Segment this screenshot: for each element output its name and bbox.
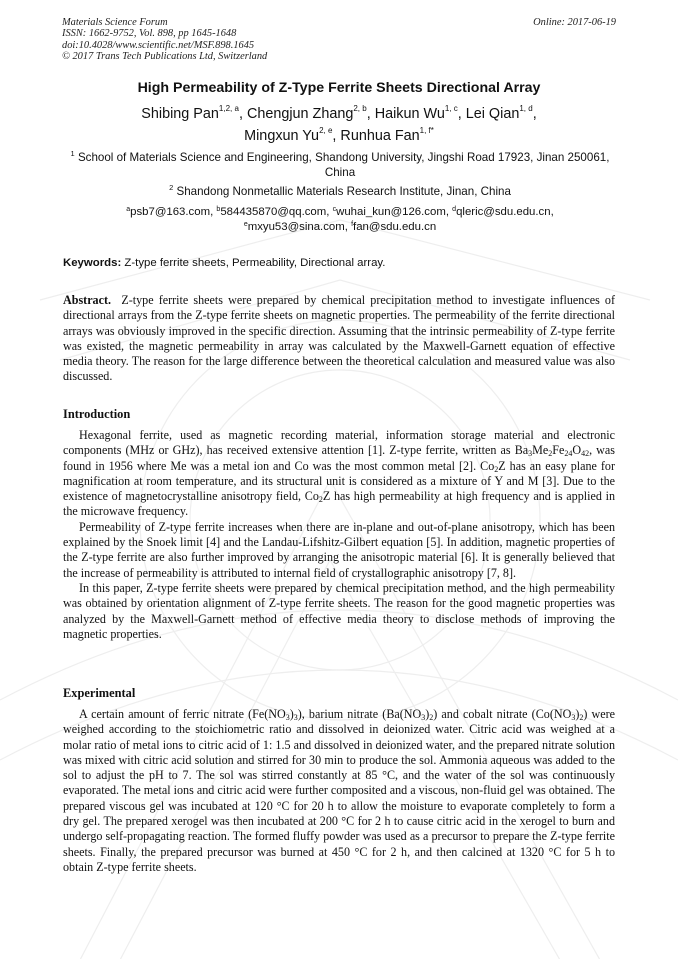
formula-part: Co(NO [535, 707, 572, 721]
author-name: Mingxun Yu [244, 128, 320, 144]
email-link[interactable]: fan@sdu.edu.cn [353, 221, 437, 234]
online-date: Online: 2017-06-19 [533, 17, 616, 28]
author-name: Lei Qian [465, 106, 520, 122]
introduction-body [63, 428, 615, 642]
formula-part: ) [289, 707, 294, 721]
copyright-line: © 2017 Trans Tech Publications Ltd, Switzerland [62, 51, 268, 63]
author-sup: 1, f* [419, 126, 434, 135]
author-name: Shibing Pan [141, 106, 219, 122]
formula-sub: 3 [571, 713, 576, 722]
email-link[interactable]: 584435870@qq.com [220, 206, 327, 218]
intro-paragraph-3: In this paper, Z-type ferrite sheets were prepared by chemical precipitation method, and the high permeability was obtained by orientation alignment of Z-type ferrite sheets. The reason for the good magnetic properties was analyzed by the Maxwell-Garnett method of effective media theory to disclose methods of improving the magnetic properties. [63, 580, 615, 641]
email-line-2: $^e$mxyu53@sina.com, $^f$fan@sdu.edu.cn [243, 221, 437, 234]
intro-paragraph-2: Permeability of Z-type ferrite increases when there are in-plane and out-of-plane anisotropy, which has been explained by the Snoek limit [4] and the Landau-Lifshitz-Gilbert equation [5]. In addition, magnetic properties of the Z-type ferrite are also further improved by arranging the anisotropic material [6]. It is generally believed that the increase of permeability is attributed to internal field of crystallographic anisotropy [7, 8]. [63, 519, 615, 580]
formula-ba-nitrate [386, 707, 433, 721]
journal-header [62, 17, 616, 63]
formula-part: Me [532, 443, 549, 458]
email-link[interactable]: mxyu53@sina.com [247, 221, 345, 234]
email-line-1: $^a$psb7@163.com, $^b$584435870@qq.com, $^c$wuhai_kun@126.com, $^d$qleric@sdu.edu.cn, [126, 206, 554, 218]
paper-title: High Permeability of Z-Type Ferrite Sheets Directional Array [137, 80, 541, 96]
author-line-2: Mingxun Yu$^{2, e}$, Runhua Fan$^{1, f*}$ [244, 126, 434, 144]
intro-text: has an easy plane for magnification at room temperature, and its structural unit is considered as a mixture of Y and M [3]. Due to the existence of magnetocrystalline anisotropy field, [63, 458, 616, 504]
affiliation-sup: 1 [70, 149, 75, 158]
email-sup: f [351, 221, 354, 229]
doi-line: doi:10.4028/www.scientific.net/MSF.898.1645 [62, 39, 255, 51]
author-list [0, 103, 678, 147]
formula-part: Co [304, 489, 319, 504]
intro-paragraph-1 [63, 428, 615, 520]
formula-sub: 2 [494, 464, 499, 474]
email-link[interactable]: wuhai_kun@126.com [336, 206, 446, 218]
author-name: Chengjun Zhang [246, 106, 354, 122]
author-sup: 1, c [444, 104, 458, 113]
formula-part: Ba(NO [386, 707, 422, 721]
formula-ba3me2fe24o42 [515, 443, 589, 457]
formula-sub: 2 [579, 713, 584, 722]
formula-co2z [305, 489, 331, 503]
email-sup: b [216, 206, 221, 213]
abstract-block [63, 293, 615, 385]
formula-sub: 3 [293, 713, 298, 722]
email-list [66, 205, 614, 236]
intro-text: , was found in 1956 where Me was a metal ion and Co was the most common metal [2]. [63, 443, 615, 473]
formula-part: Fe(NO [252, 707, 286, 721]
email-link[interactable]: qleric@sdu.edu.cn [456, 206, 551, 218]
formula-part: Z [322, 489, 331, 504]
author-sup: 1, d [519, 104, 533, 113]
experimental-body [63, 707, 615, 875]
formula-sub: 42 [581, 449, 590, 459]
formula-sub: 2 [318, 495, 323, 505]
formula-sub: 3 [528, 449, 533, 459]
issn-line: ISSN: 1662-9752, Vol. 898, pp 1645-1648 [62, 28, 237, 40]
intro-text: has high permeability at high frequency and is applied in the microwave frequency. [63, 489, 615, 519]
exp-text: ), barium nitrate ( [297, 707, 387, 721]
author-name: Runhua Fan [340, 128, 420, 144]
formula-part: ) [425, 707, 430, 721]
abstract-text: Z-type ferrite sheets were prepared by chemical precipitation method to investigate influences of directional arrays from the Z-type ferrite sheets on magnetic properties. The permeability of the ferrite directional arrays was obviously improved in the specific direction. Assuming that the intrinsic permeability of Z-type ferrite was existed, the magnetic permeability in array was calculated by the Maxwell-Garnett equation of effective media theory. The reason for the large difference between the theoretical calculation and measured value was also discussed. [63, 293, 616, 384]
affiliation-text: Shandong Nonmetallic Materials Research Institute, Jinan, China [176, 185, 511, 198]
exp-text: ) and cobalt nitrate ( [433, 707, 536, 721]
formula-sub: 24 [564, 449, 573, 459]
formula-part: Ba [514, 443, 529, 458]
keywords-label: Keywords: [63, 257, 122, 269]
affiliation-text: School of Materials Science and Engineering, Shandong University, Jingshi Road 17923, Jinan 250061, China [77, 151, 610, 180]
formula-fe-nitrate [252, 707, 298, 721]
formula-sub: 2 [548, 449, 553, 459]
affiliation-1 [66, 150, 614, 181]
formula-sub: 2 [429, 713, 434, 722]
author-line-1: Shibing Pan$^{1,2, a}$, Chengjun Zhang$^{2, b}$, Haikun Wu$^{1, c}$, Lei Qian$^{1, d}$, [141, 104, 537, 122]
formula-part: O [572, 443, 582, 458]
formula-part: Fe [552, 443, 565, 458]
formula-sub: 3 [285, 713, 290, 722]
keywords-line [63, 257, 615, 269]
formula-co2z [480, 459, 506, 473]
introduction-heading: Introduction [63, 407, 131, 421]
email-sup: d [452, 206, 457, 213]
author-sup: 2, b [353, 104, 367, 113]
email-sup: a [126, 206, 131, 213]
exp-text: ) were weighed according to the stoichiometric ratio and dissolved in deionized water. Citric acid was weighed at a molar ratio of metal ions to citric acid of 1: 1.5 and dissolved in deionized water, and the prepared nitrate solution was mixed with citric acid solution and stirred for 30 min to produce the sol. Ammonia aqueous was added to the sol to adjust the pH to 7. The sol was stirred constantly at 85 °C, and the water of the sol was continuously evaporated. The metal ions and citric acid were further composited and a viscous, non-fluid gel was obtained. The prepared viscous gel was incubated at 120 °C for 20 h to allow the moisture to evaporate completely to form a dry gel. The prepared xerogel was then incubated at 200 °C for 2 h to cause citric acid in the xerogel to burn and undergo self-propagating reaction. The formed fluffy powder was used as a precursor to prepare the Z-type ferrite sheets. Finally, the prepared precursor was burned at 450 °C for 2 h, and then calcined at 1320 °C for 5 h to obtain Z-type ferrite sheets. [63, 707, 615, 874]
affiliation-2 [66, 184, 614, 199]
formula-part: Z [498, 458, 506, 473]
exp-text: A certain amount of ferric nitrate ( [79, 707, 253, 721]
intro-text: Hexagonal ferrite, used as magnetic recording material, information storage material and electronic components (MHz or GHz), has received extensive attention [1]. Z-type ferrite, written as [63, 428, 615, 458]
author-sup: 1,2, a [218, 104, 239, 113]
author-name: Haikun Wu [374, 106, 445, 122]
email-sup: c [332, 206, 337, 213]
email-link[interactable]: psb7@163.com [130, 206, 211, 218]
abstract-label: Abstract. [63, 293, 112, 307]
formula-part: ) [575, 707, 580, 721]
keywords-text: Z-type ferrite sheets, Permeability, Directional array. [124, 257, 386, 269]
author-sup: 2, e [319, 126, 333, 135]
experimental-heading: Experimental [63, 686, 136, 700]
journal-name: Materials Science Forum [62, 17, 168, 28]
formula-part: Co [480, 458, 495, 473]
affiliation-sup: 2 [169, 183, 174, 192]
formula-co-nitrate [536, 707, 584, 721]
email-sup: e [243, 221, 248, 229]
experimental-paragraph-1 [63, 707, 615, 875]
formula-sub: 3 [421, 713, 426, 722]
